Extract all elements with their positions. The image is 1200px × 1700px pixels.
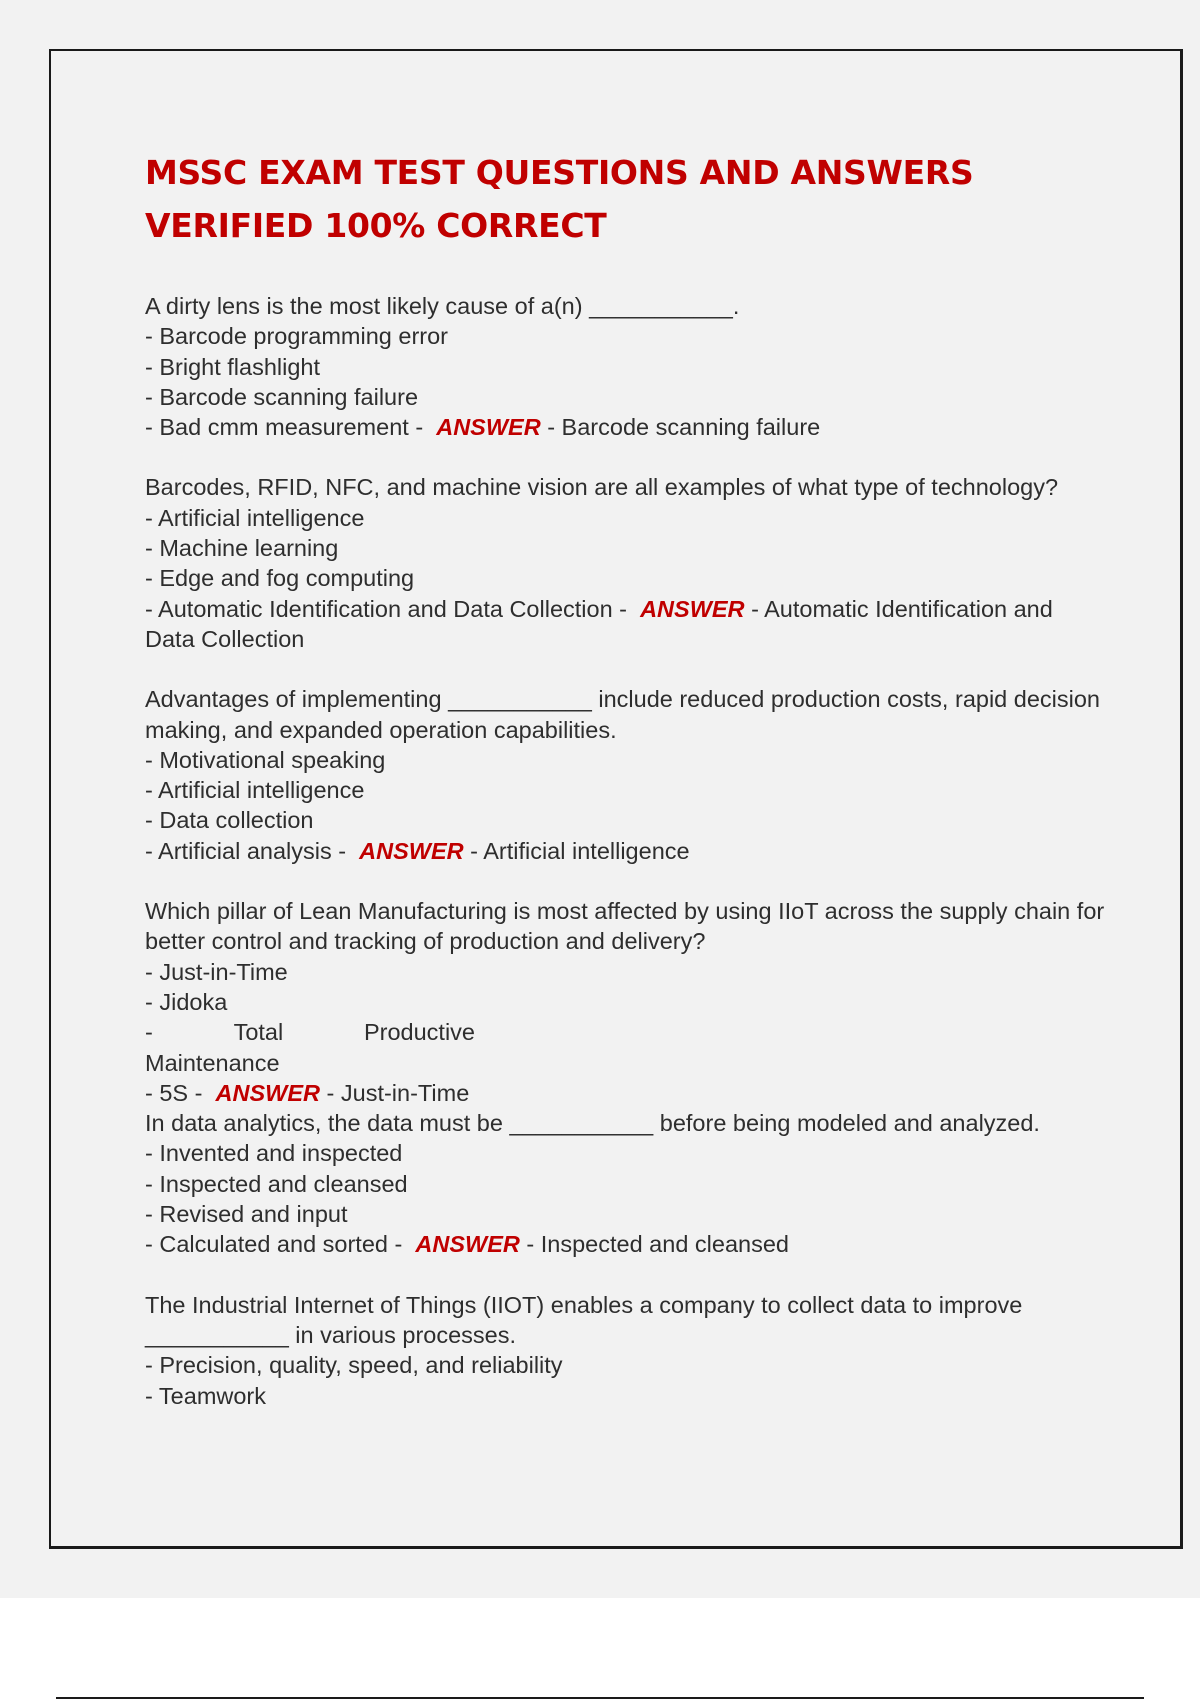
option: - Artificial intelligence: [145, 504, 365, 531]
question-text: Which pillar of Lean Manufacturing is most affected by using IIoT across the supply chain for better control and tracking of production and delivery?: [145, 898, 1105, 955]
answer-line: [145, 594, 1105, 655]
option: - Automatic Identification and Data Collection -: [145, 595, 628, 622]
question-text: A dirty lens is the most likely cause of a(n) ___________.: [145, 293, 740, 319]
question-block: [145, 472, 1105, 654]
option: - Artificial analysis -: [145, 837, 347, 864]
question-block: [145, 896, 1105, 1108]
option: - Invented and inspected: [145, 1140, 403, 1167]
answer-line: [145, 1078, 1105, 1108]
answer-label: ANSWER: [215, 1079, 320, 1106]
question-text: Advantages of implementing ___________ include reduced production costs, rapid decision making, and expanded operation capabilities.: [145, 686, 1100, 743]
question-block: [145, 1108, 1105, 1259]
answer-text: - Just-in-Time: [326, 1079, 470, 1106]
question-text: The Industrial Internet of Things (IIOT) enables a company to collect data to improve ___________ in various processes.: [145, 1291, 1023, 1348]
option: - Artificial intelligence: [145, 777, 365, 804]
footer-rule: [56, 1697, 1144, 1699]
answer-label: ANSWER: [415, 1231, 520, 1258]
option: - Precision, quality, speed, and reliability: [145, 1352, 563, 1379]
option: - Edge and fog computing: [145, 565, 415, 592]
answer-line: [145, 412, 1105, 442]
question-block: [145, 291, 1105, 442]
option: - 5S -: [145, 1079, 203, 1106]
option-spread-line: [145, 1017, 475, 1047]
option-fragment: Total: [233, 1019, 284, 1046]
option: - Data collection: [145, 807, 314, 834]
option-fragment: -: [145, 1019, 153, 1046]
option-fragment: Productive: [363, 1019, 475, 1046]
question-text: Barcodes, RFID, NFC, and machine vision are all examples of what type of technology?: [145, 474, 1059, 501]
answer-label: ANSWER: [436, 414, 541, 441]
option: - Just-in-Time: [145, 958, 288, 985]
option: - Barcode programming error: [145, 323, 448, 350]
option: - Barcode scanning failure: [145, 383, 419, 410]
document-title: MSSC EXAM TEST QUESTIONS AND ANSWERS VERIFIED 100% CORRECT: [145, 153, 974, 245]
answer-label: ANSWER: [640, 595, 745, 622]
option: - Jidoka: [145, 988, 228, 1015]
answer-line: [145, 1229, 1105, 1259]
document-body: [145, 146, 1105, 1441]
option-fragment: Maintenance: [145, 1049, 280, 1076]
option: - Bad cmm measurement -: [145, 414, 424, 441]
answer-text: - Artificial intelligence: [470, 837, 690, 864]
answer-text: - Barcode scanning failure: [547, 414, 821, 441]
option: - Teamwork: [145, 1382, 267, 1409]
option: - Motivational speaking: [145, 746, 386, 773]
answer-text: - Inspected and cleansed: [526, 1231, 789, 1258]
answer-text: - Automatic Identification and Data Collection: [145, 595, 1053, 652]
option: - Revised and input: [145, 1201, 348, 1228]
answer-line: [145, 836, 1105, 866]
question-block: [145, 684, 1105, 866]
option: - Machine learning: [145, 535, 339, 562]
option: - Inspected and cleansed: [145, 1170, 408, 1197]
question-text: In data analytics, the data must be ___________ before being modeled and analyzed.: [145, 1110, 1040, 1137]
option: - Calculated and sorted -: [145, 1231, 403, 1258]
answer-label: ANSWER: [359, 837, 464, 864]
question-block: [145, 1290, 1105, 1411]
option: - Bright flashlight: [145, 353, 321, 380]
